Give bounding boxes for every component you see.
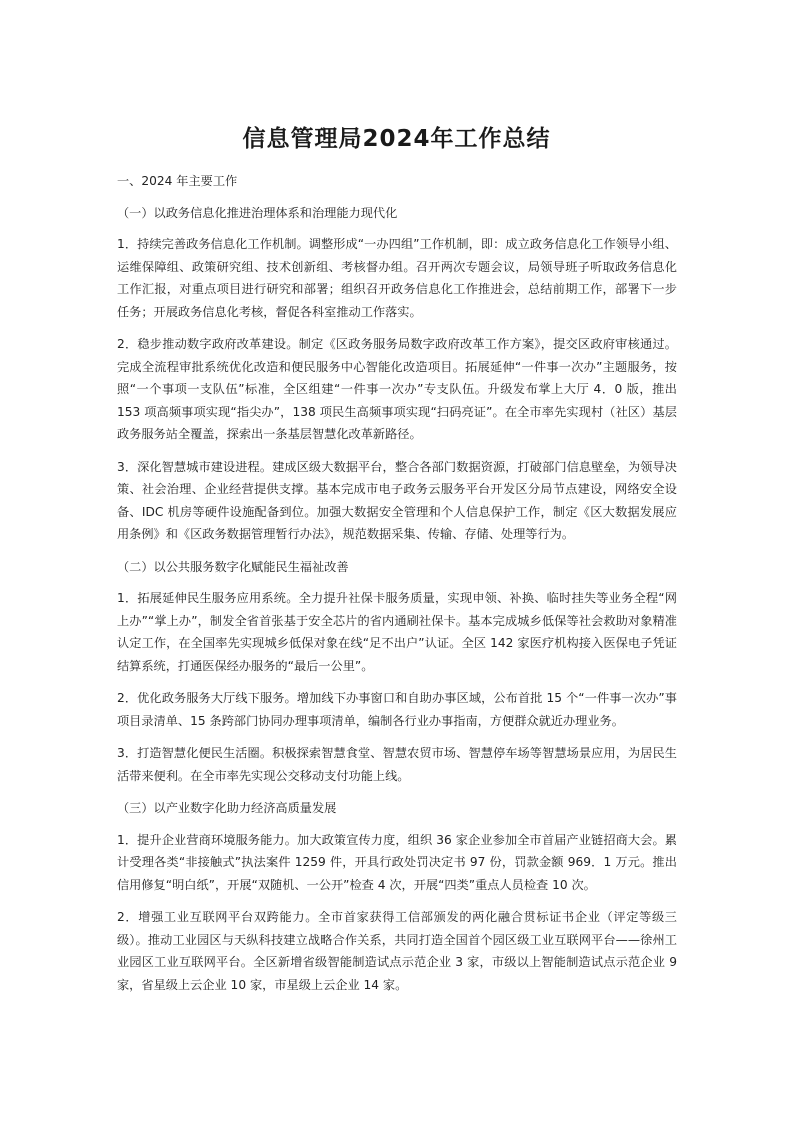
subsection-heading: （三）以产业数字化助力经济高质量发展 (117, 801, 337, 815)
paragraph: 3．打造智慧化便民生活圈。积极探索智慧食堂、智慧农贸市场、智慧停车场等智慧场景应用，为居民生活带来便利。在全市率先实现公交移动支付功能上线。 (117, 746, 677, 783)
paragraph: 2．增强工业互联网平台双跨能力。全市首家获得工信部颁发的两化融合贯标证书企业（评定等级三级）。推动工业园区与天纵科技建立战略合作关系，共同打造全国首个园区级工业互联网平台——徐州工业园区工业互联网平台。全区新增省级智能制造试点示范企业 3 家，市级以上智能制造试点示范企业 9 家，省星级上云企业 10 家，市星级上云企业 14 家。 (117, 910, 677, 992)
subsection-heading: （二）以公共服务数字化赋能民生福祉改善 (117, 559, 349, 574)
paragraph: 1．持续完善政务信息化工作机制。调整形成“一办四组”工作机制，即：成立政务信息化工作领导小组、运维保障组、政策研究组、技术创新组、考核督办组。召开两次专题会议，局领导班子听取政务信息化工作汇报，对重点项目进行研究和部署；组织召开政务信息化工作推进会，总结前期工作，部署下一步任务；开展政务信息化考核，督促各科室推动工作落实。 (117, 237, 677, 319)
document-body (117, 170, 677, 1006)
subsection-heading: （一）以政务信息化推进治理体系和治理能力现代化 (117, 205, 398, 220)
paragraph: 2．稳步推动数字政府改革建设。制定《区政务服务局数字政府改革工作方案》，提交区政府审核通过。完成全流程审批系统优化改造和便民服务中心智能化改造项目。拓展延伸“一件事一次办”主题服务，按照“一个事项一支队伍”标准，全区组建“一件事一次办”专支队伍。升级发布掌上大厅 4．0 版，推出 153 项高频事项实现“指尖办”，138 项民生高频事项实现“扫码亮证”。在全市率先实现村（社区）基层政务服务站全覆盖，探索出一条基层智慧化改革新路径。 (117, 337, 677, 441)
paragraph: 1．提升企业营商环境服务能力。加大政策宣传力度，组织 36 家企业参加全市首届产业链招商大会。累计受理各类“非接触式”执法案件 1259 件，开具行政处罚决定书 97 份，罚款金额 969．1 万元。推出信用修复“明白纸”，开展“双随机、一公开”检查 4 次，开展“四类”重点人员检查 10 次。 (117, 832, 677, 892)
paragraph: 2．优化政务服务大厅线下服务。增加线下办事窗口和自助办事区域，公布首批 15 个“一件事一次办”事项目录清单、15 条跨部门协同办理事项清单，编制各行业办事指南，方便群众就近办理业务。 (117, 691, 677, 728)
paragraph: 3．深化智慧城市建设进程。建成区级大数据平台，整合各部门数据资源，打破部门信息壁垒，为领导决策、社会治理、企业经营提供支撑。基本完成市电子政务云服务平台开发区分局节点建设，网络安全设备、IDC 机房等硬件设施配备到位。加强大数据安全管理和个人信息保护工作，制定《区大数据发展应用条例》和《区政务数据管理暂行办法》，规范数据采集、传输、存储、处理等行为。 (117, 459, 677, 541)
document-title: 信息管理局2024年工作总结 (242, 126, 551, 152)
paragraph: 1．拓展延伸民生服务应用系统。全力提升社保卡服务质量，实现申领、补换、临时挂失等业务全程“网上办”“掌上办”，制发全省首张基于安全芯片的省内通刷社保卡。基本完成城乡低保等社会救助对象精准认定工作，在全国率先实现城乡低保对象在线“足不出户”认证。全区 142 家医疗机构接入医保电子凭证结算系统，打通医保经办服务的“最后一公里”。 (117, 591, 677, 673)
section-heading: 一、2024 年主要工作 (117, 174, 238, 188)
